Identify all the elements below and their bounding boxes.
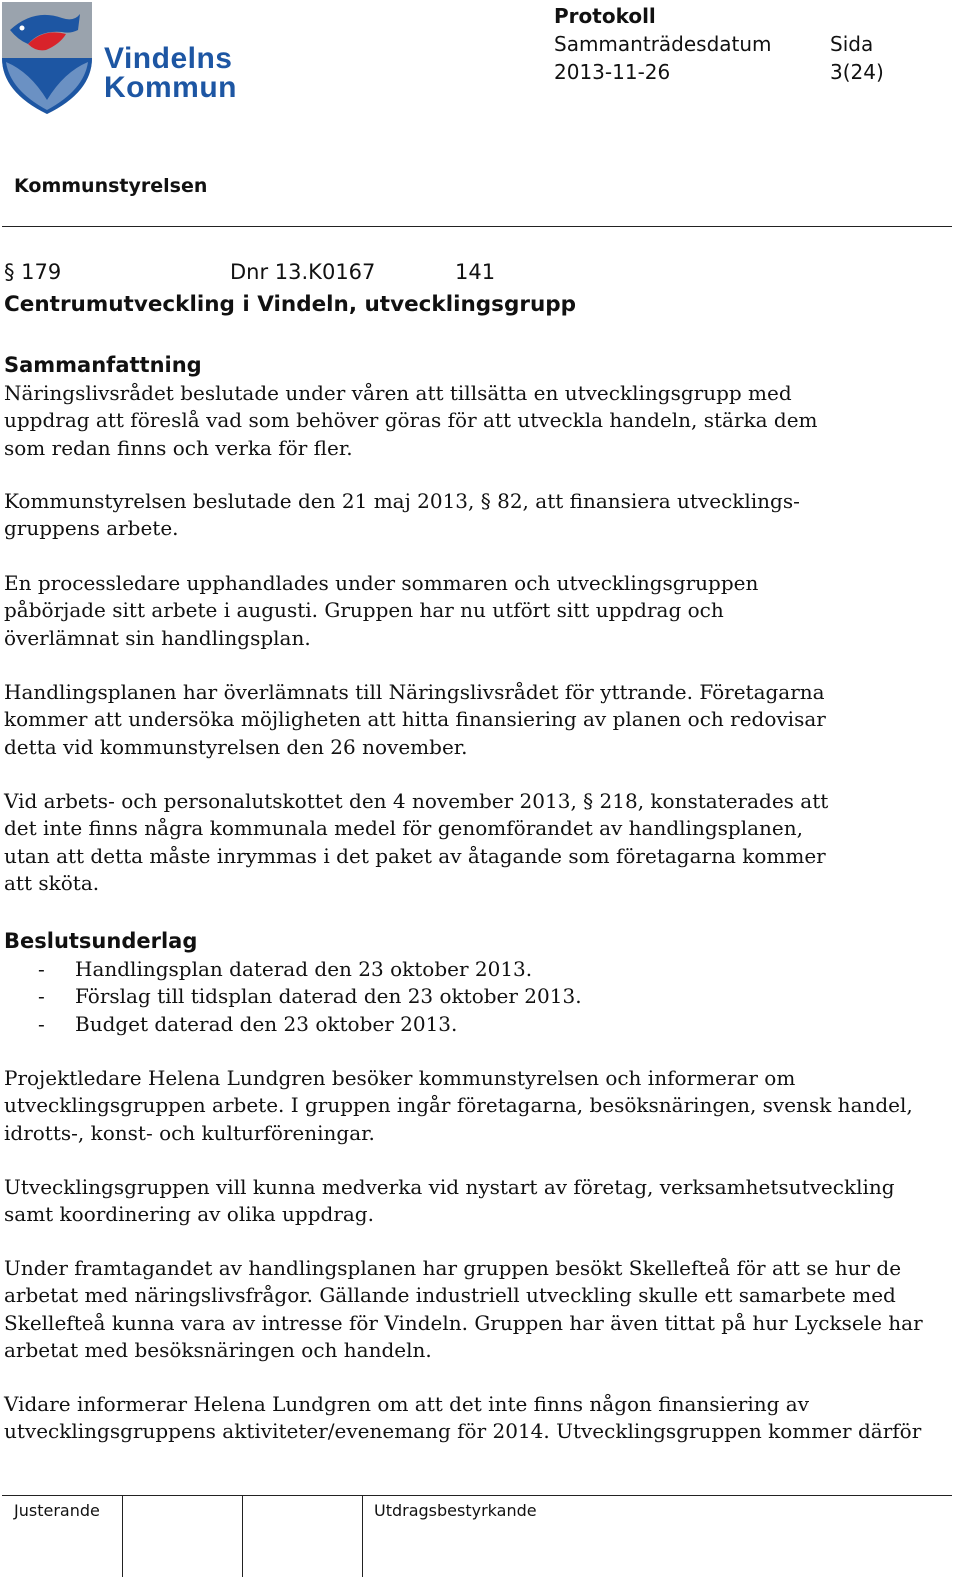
decision-basis-list	[38, 956, 582, 1038]
text-line: Vid arbets- och personalutskottet den 4 november 2013, § 218, konstaterades att	[4, 789, 829, 813]
list-item	[38, 1011, 582, 1038]
text-line: gruppens arbete.	[4, 516, 179, 541]
bullet-marker: -	[38, 984, 45, 1009]
text-line: utan att detta måste inrymmas i det paket av åtagande som företagarna kommer	[4, 843, 826, 868]
logo-text-line2: Kommun	[104, 71, 237, 104]
paragraph	[4, 570, 758, 652]
bullet-marker: -	[38, 1011, 45, 1036]
justerande-label: Justerande	[14, 1501, 100, 1520]
header-divider	[2, 226, 952, 227]
text-line: Projektledare Helena Lundgren besöker kommunstyrelsen och informerar om	[4, 1066, 796, 1090]
text-line: Utvecklingsgruppen vill kunna medverka vid nystart av företag, verksamhetsutveckling	[4, 1175, 895, 1199]
text-line: idrotts-, konst- och kulturföreningar.	[4, 1120, 375, 1145]
text-line: detta vid kommunstyrelsen den 26 november.	[4, 734, 468, 759]
page-number: 3(24)	[830, 60, 884, 84]
utdragsbestyrkande-label: Utdragsbestyrkande	[374, 1501, 537, 1520]
text-line: överlämnat sin handlingsplan.	[4, 625, 311, 650]
paragraph	[4, 1174, 895, 1229]
text-line: Handlingsplanen har överlämnats till Näringslivsrådet för yttrande. Företagarna	[4, 680, 825, 704]
text-line: En processledare upphandlades under sommaren och utvecklingsgruppen	[4, 571, 759, 595]
page-label: Sida	[830, 32, 874, 56]
text-line: kommer att undersöka möjligheten att hitta finansiering av planen och redovisar	[4, 707, 826, 732]
paragraph	[4, 1391, 921, 1446]
text-line: Kommunstyrelsen beslutade den 21 maj 2013, § 82, att finansiera utvecklings-	[4, 489, 800, 513]
text-line: Vidare informerar Helena Lundgren om att det inte finns någon finansiering av	[4, 1392, 810, 1416]
text-line: arbetat med näringslivsfrågor. Gällande industriell utveckling skulle ett samarbete med	[4, 1283, 896, 1308]
text-line: utvecklingsgruppens aktiviteter/evenemang för 2014. Utvecklingsgruppen kommer därför	[4, 1419, 922, 1444]
list-item-text: Handlingsplan daterad den 23 oktober 2013.	[75, 957, 533, 981]
paragraph	[4, 1065, 913, 1147]
meeting-date-label: Sammanträdesdatum	[554, 32, 772, 56]
organization-name: Kommunstyrelsen	[14, 175, 208, 197]
signature-box	[362, 1496, 363, 1577]
list-item	[38, 983, 582, 1010]
list-item	[38, 956, 582, 983]
text-line: det inte finns några kommunala medel för genomförandet av handlingsplanen,	[4, 816, 803, 841]
text-line: Under framtagandet av handlingsplanen har gruppen besökt Skellefteå för att se hur de	[4, 1256, 902, 1280]
vindeln-fish-shield-logo-icon	[0, 0, 100, 118]
case-number: 141	[455, 260, 496, 284]
text-line: uppdrag att föreslå vad som behöver göras för att utveckla handeln, stärka dem	[4, 408, 818, 433]
case-title: Centrumutveckling i Vindeln, utvecklingsgrupp	[4, 292, 577, 317]
paragraph	[4, 380, 818, 462]
text-line: samt koordinering av olika uppdrag.	[4, 1202, 374, 1227]
paragraph	[4, 1255, 923, 1365]
text-line: Näringslivsrådet beslutade under våren att tillsätta en utvecklingsgrupp med	[4, 381, 792, 405]
signature-box	[122, 1496, 123, 1577]
diary-number: Dnr 13.K0167	[230, 260, 376, 284]
text-line: att sköta.	[4, 871, 100, 896]
section-number: § 179	[4, 260, 62, 284]
decision-basis-heading: Beslutsunderlag	[4, 929, 198, 953]
document-type: Protokoll	[554, 4, 656, 28]
text-line: utvecklingsgruppen arbete. I gruppen ingår företagarna, besöksnäringen, svensk handel,	[4, 1093, 913, 1118]
logo-text-line1: Vindelns	[104, 42, 233, 75]
bullet-marker: -	[38, 957, 45, 981]
municipality-logo	[0, 0, 245, 118]
signature-footer	[2, 1495, 952, 1577]
text-line: arbetat med besöksnäringen och handeln.	[4, 1338, 432, 1363]
paragraph	[4, 488, 800, 543]
signature-box	[242, 1496, 243, 1577]
meeting-date: 2013-11-26	[554, 60, 671, 84]
summary-heading: Sammanfattning	[4, 353, 202, 377]
text-line: Skellefteå kunna vara av intresse för Vindeln. Gruppen har även tittat på hur Lycksele har	[4, 1310, 923, 1335]
paragraph	[4, 679, 826, 761]
list-item-text: Budget daterad den 23 oktober 2013.	[75, 1011, 458, 1036]
text-line: som redan finns och verka för fler.	[4, 435, 353, 460]
paragraph	[4, 788, 828, 898]
list-item-text: Förslag till tidsplan daterad den 23 oktober 2013.	[75, 984, 582, 1009]
text-line: påbörjade sitt arbete i augusti. Gruppen har nu utfört sitt uppdrag och	[4, 598, 724, 623]
